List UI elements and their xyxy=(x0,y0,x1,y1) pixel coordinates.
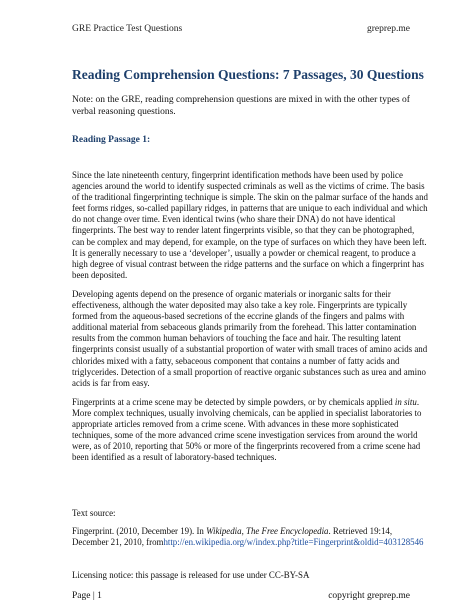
source-label: Text source: xyxy=(72,508,116,518)
paragraph-3-italic: in situ xyxy=(394,396,417,407)
note-text: Note: on the GRE, reading comprehension questions are mixed in with the other types of verbal reasoning questions. xyxy=(72,95,410,117)
header-left-text: GRE Practice Test Questions xyxy=(72,24,183,34)
page-footer xyxy=(72,591,410,601)
header-right-text: greprep.me xyxy=(367,24,410,34)
paragraph-2: Developing agents depend on the presence of organic materials or inorganic salts for their effectiveness, although the water deposited may also take a key role. Fingerprints are typically formed from the aqueous-based secretions of the eccrine glands of the fingers and palms with additional material from sebaceous glands primarily from the forehead. This latter contamination results from the common human behaviors of touching the face and hair. The resulting latent fingerprints consist usually of a substantial proportion of water with small traces of amino acids and chlorides mixed with a fatty, sebaceous component that contains a number of fatty acids and triglycerides. Detection of a small proportion of reactive organic substances such as urea and amino acids is far from easy. xyxy=(72,288,428,388)
page-title: Reading Comprehension Questions: 7 Passages, 30 Questions xyxy=(72,67,424,82)
passage-heading: Reading Passage 1: xyxy=(72,135,151,145)
paragraph-1: Since the late nineteenth century, fingerprint identification methods have been used by police agencies around the world to identify suspected criminals as well as the victims of crime. The basis of the traditional fingerprinting technique is simple. The skin on the palmar surface of the hands and feet forms ridges, so-called papillary ridges, in patterns that are unique to each individual and which do not change over time. Even identical twins (who share their DNA) do not have identical fingerprints. The best way to render latent fingerprints visible, so that they can be photographed, can be complex and may depend, for example, on the type of surfaces on which they have been left. It is generally necessary to use a ‘developer’, usually a powder or chemical reagent, to produce a high degree of visual contrast between the ridge patterns and the surface on which a fingerprint has been deposited. xyxy=(72,170,428,280)
footer-copyright: copyright greprep.me xyxy=(328,591,410,601)
paragraph-3-part-a: Fingerprints at a crime scene may be detected by simple powders, or by chemicals applied xyxy=(72,396,395,407)
passage-body xyxy=(72,170,428,471)
citation-link[interactable]: http://en.wikipedia.org/w/index.php?title=Fingerprint&oldid=403128546 xyxy=(163,537,424,548)
page-header xyxy=(72,24,410,34)
citation-italic: Wikipedia, The Free Encyclopedia xyxy=(206,526,329,536)
paragraph-3 xyxy=(72,397,428,464)
citation-part-1: Fingerprint. (2010, December 19). In xyxy=(72,526,207,536)
citation xyxy=(72,526,428,548)
citation-part-2: . Retrieved 19:14, December 21, 2010, from xyxy=(72,526,393,548)
license-notice: Licensing notice: this passage is released for use under CC-BY-SA xyxy=(72,570,310,580)
paragraph-3-part-b: . More complex techniques, usually involving chemicals, can be applied in specialist laboratories to appropriate articles removed from a crime scene. With advances in these more sophisticated techniques, some of the more advanced crime scene investigation services from around the world were, as of 2010, reporting that 50% or more of the fingerprints recovered from a crime scene had been identified as a result of laboratory-based techniques. xyxy=(72,396,422,463)
footer-page-number: Page | 1 xyxy=(72,591,102,601)
